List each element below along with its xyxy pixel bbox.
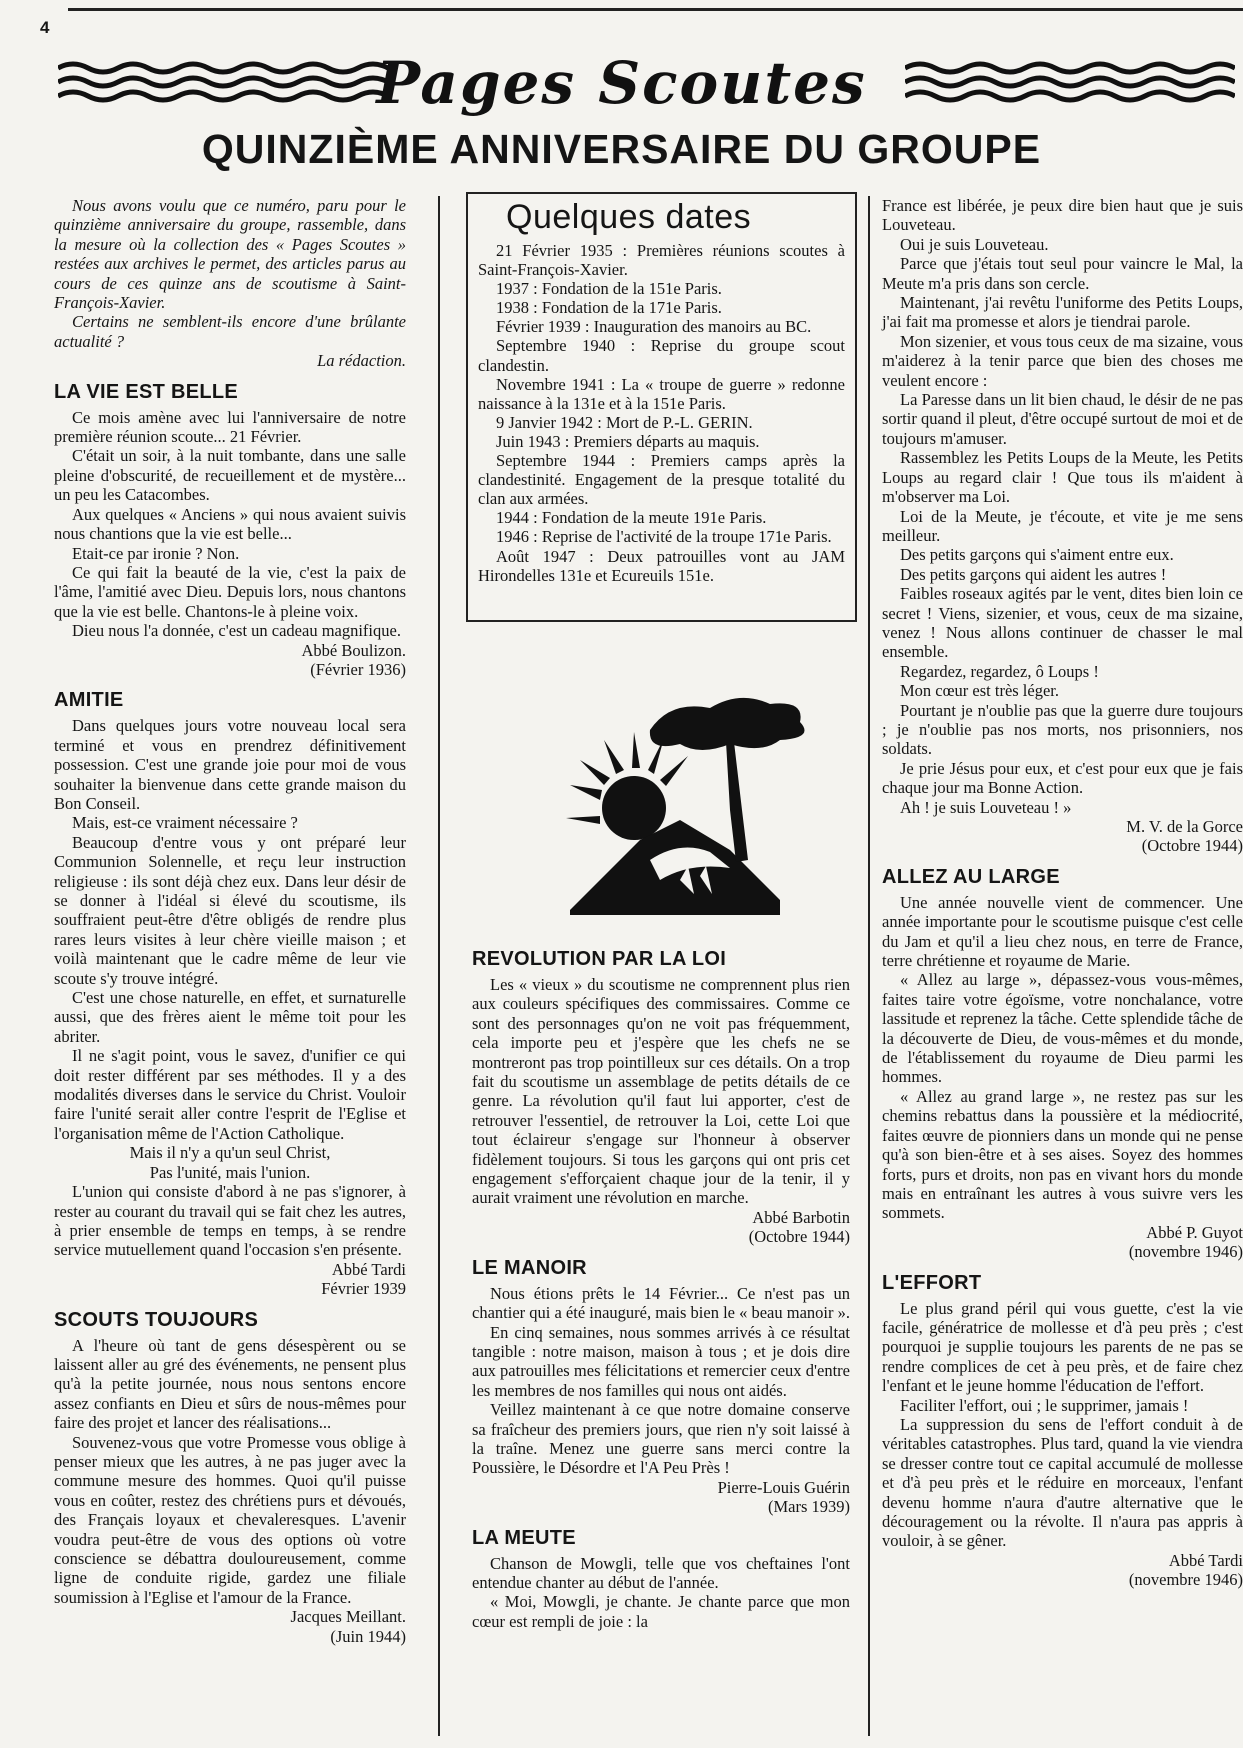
masthead — [0, 48, 1243, 118]
dates-box — [466, 192, 857, 622]
article-title-manoir: LE MANOIR — [472, 1256, 587, 1279]
paragraph: Faibles roseaux agités par le vent, dites bien loin ce secret ! Viens, sizenier, et vous, ceux de ma sizaine, venez ! Nous allons continuer de chasser le mal ensemble. — [882, 584, 1243, 662]
paragraph: Chanson de Mowgli, telle que vos cheftaines l'ont entendue chanter au début de l'année. — [472, 1553, 850, 1592]
date: (Juin 1944) — [330, 1626, 406, 1646]
intro-signature: La rédaction. — [317, 351, 406, 371]
date-entry: 1938 : Fondation de la 171e Paris. — [496, 298, 722, 318]
paragraph: La suppression du sens de l'effort conduit à de véritables catastrophes. Plus tard, quand la vie viendra se dresser contre tout ce capital accumulé de mollesse et d'à peu près et le réduire en morceaux, l'enfant devenu homme n'aura d'autre alternative que le découragement ou la révolte. Il n'aura pas appris à vouloir, à se gêner. — [882, 1414, 1243, 1551]
author: Pierre-Louis Guérin — [717, 1477, 850, 1497]
date: (novembre 1946) — [1128, 1242, 1243, 1262]
paragraph: Mais, est-ce vraiment nécessaire ? — [72, 813, 298, 833]
author: Abbé P. Guyot — [1146, 1222, 1243, 1242]
verse-line: Pas l'unité, mais l'union. — [149, 1162, 311, 1182]
paragraph: A l'heure où tant de gens désespèrent ou se laissent aller au gré des événements, ne pensent plus qu'à la petite journée, nous nous sentons encore assez confiants en Dieu et sûrs de nous-mêmes pour faire des projet et lancer des réalisations... — [54, 1335, 406, 1433]
paragraph: Les « vieux » du scoutisme ne comprennent plus rien aux couleurs spécifiques des commissaires. Comme ce sont des personnages qu'on ne voit pas fréquemment, cela importe peu et j'espère que les chefs ne se montreront pas trop pointilleux sur ces détails. On a trop fait du scoutisme un assemblage de petits détails de ce genre. La révolution qu'il faut lui apporter, c'est de retrouver l'essentiel, de retrouver la Loi, cette Loi que tout éclaireur s'engage sur l'honneur à observer fidèlement toujours. Si tous les garçons qui ont pris cet engagement s'efforçaient chaque jour de la tenir, il y aurait vraiment une révolution en marche. — [472, 975, 850, 1208]
sun-tree-illustration — [530, 690, 820, 920]
paragraph: Le plus grand péril qui vous guette, c'est la vie facile, génératrice de mollesse et d'à peu près ; c'est pourquoi je supplie toujours les parents de ne pas se rendre complices de cet à peu près, et de faire chez l'enfant et le jeune homme l'éducation de l'effort. — [882, 1298, 1243, 1396]
article-title-effort: L'EFFORT — [882, 1271, 982, 1294]
date: (Octobre 1944) — [1141, 836, 1243, 856]
author: Abbé Tardi — [1168, 1550, 1243, 1570]
paragraph: Etait-ce par ironie ? Non. — [72, 543, 240, 563]
paragraph: C'était un soir, à la nuit tombante, dans une salle pleine d'obscurité, de recueillement et de mystère... un peu les Catacombes. — [54, 446, 406, 505]
paragraph: Faciliter l'effort, oui ; le supprimer, jamais ! — [900, 1395, 1189, 1415]
date: (novembre 1946) — [1128, 1570, 1243, 1590]
article-title-meute: LA MEUTE — [472, 1526, 576, 1549]
paragraph: Il ne s'agit point, vous le savez, d'unifier ce qui doit rester différent par ses méthodes. Il y a des modalités diverses dans le service du Christ. Vouloir faire l'unité serait aller contre l'esprit de l'Eglise et l'organisation même de l'Action Catholique. — [54, 1046, 406, 1143]
date-entry: Février 1939 : Inauguration des manoirs au BC. — [496, 317, 812, 337]
paragraph: Beaucoup d'entre vous y ont préparé leur Communion Solennelle, et reçu leur instruction religieuse : ils sont déjà chez eux. Dans leur désir de se donner à l'idéal si élevé du scoutisme, ils souffraient peut-être d'être obligés de rendre plus rares leurs visites à leur chère vieille maison ; et voilà maintenant que le cadre même de leur vie scoute s'y trouve intégré. — [54, 832, 406, 988]
author: M. V. de la Gorce — [1126, 817, 1243, 836]
column-middle — [472, 938, 850, 1631]
author: Abbé Boulizon. — [301, 640, 406, 660]
date: (Mars 1939) — [767, 1497, 850, 1517]
dates-list — [478, 241, 845, 585]
date-entry: 1944 : Fondation de la meute 191e Paris. — [496, 508, 767, 528]
verse-line: Mais il n'y a qu'un seul Christ, — [129, 1143, 331, 1163]
paragraph: La Paresse dans un lit bien chaud, le désir de ne pas sortir quand il pleut, d'être occupé surtout de moi et de toujours m'amuser. — [882, 390, 1243, 448]
dates-box-title: Quelques dates — [506, 198, 752, 236]
article-title-amitie: AMITIE — [54, 689, 124, 712]
paragraph: Ce mois amène avec lui l'anniversaire de notre première réunion scoute... 21 Février. — [54, 407, 406, 447]
article-title-scouts-toujours: SCOUTS TOUJOURS — [54, 1308, 259, 1331]
paragraph: Rassemblez les Petits Loups de la Meute, les Petits Loups au regard clair ! Que tous ils m'aident à m'observer ma Loi. — [882, 448, 1243, 507]
intro-note — [54, 196, 406, 371]
column-rule-left — [438, 196, 440, 1736]
paragraph: Veillez maintenant à ce que notre domaine conserve sa fraîcheur des premiers jours, que rien n'y soit laissé à la traîne. Menez une guerre sans merci contre la Poussière, le Désordre et l'A Peu Près ! — [472, 1400, 850, 1478]
author: Abbé Barbotin — [752, 1207, 850, 1227]
date-entry: 21 Février 1935 : Premières réunions scoutes à Saint-François-Xavier. — [478, 241, 845, 280]
article-title-large: ALLEZ AU LARGE — [882, 865, 1060, 888]
paragraph: Pourtant je n'oublie pas que la guerre dure toujours ; je n'oublie pas nos morts, nos prisonniers, nos soldats. — [882, 700, 1243, 759]
intro-question: Certains ne semblent-ils encore d'une brûlante actualité ? — [54, 312, 406, 351]
paragraph: En cinq semaines, nous sommes arrivés à ce résultat tangible : notre maison, maison à tous ; et je dois dire aux patrouilles mes félicitations et remercier ceux d'entre les membres de nos familles qui nous ont aidés. — [472, 1322, 850, 1400]
author: Jacques Meillant. — [290, 1607, 406, 1627]
paragraph: Nous étions prêts le 14 Février... Ce n'est pas un chantier qui a été inauguré, mais bien le « beau manoir ». — [472, 1283, 850, 1323]
paragraph: Des petits garçons qui s'aiment entre eux. — [900, 545, 1174, 565]
intro-text: Nous avons voulu que ce numéro, paru pour le quinzième anniversaire du groupe, rassemble, dans la mesure où la collection des « Pages Scoutes » restées aux archives le permet, des articles parus au cours de ces quinze ans de scoutisme à Saint-François-Xavier. — [54, 196, 406, 313]
column-rule-right — [868, 196, 870, 1736]
paragraph: L'union qui consiste d'abord à ne pas s'ignorer, à rester au courant du travail qui se fait chez les autres, à prier ensemble de temps en temps, à se rendre service mutuellement quand l'occasion s'en présente. — [54, 1182, 406, 1260]
paragraph: Dieu nous l'a donnée, c'est un cadeau magnifique. — [72, 621, 401, 641]
article-title-revolution: REVOLUTION PAR LA LOI — [472, 948, 727, 970]
paragraph: Regardez, regardez, ô Loups ! — [900, 661, 1099, 681]
date-entry: 1937 : Fondation de la 151e Paris. — [496, 279, 722, 299]
article-title-vie-belle: LA VIE EST BELLE — [54, 380, 239, 403]
paragraph: Loi de la Meute, je t'écoute, et vite je me sens meilleur. — [882, 506, 1243, 545]
date-entry: Août 1947 : Deux patrouilles vont au JAM Hirondelles 131e et Ecureuils 151e. — [478, 546, 845, 585]
column-left — [54, 196, 406, 1646]
paragraph: C'est une chose naturelle, en effet, et surnaturelle aussi, que des frères aient le même toit pour les abriter. — [54, 988, 406, 1046]
paragraph: Des petits garçons qui aident les autres ! — [900, 564, 1167, 584]
paragraph: Maintenant, j'ai revêtu l'uniforme des Petits Loups, j'ai fait ma promesse et alors je tiendrai parole. — [882, 293, 1243, 332]
page-headline: QUINZIÈME ANNIVERSAIRE DU GROUPE — [201, 126, 1042, 172]
paragraph: Mon sizenier, et vous tous ceux de ma sizaine, vous m'aiderez à la tenir parce que bien des choses me veulent encore : — [882, 331, 1243, 390]
date-entry: Septembre 1940 : Reprise du groupe scout clandestin. — [478, 336, 845, 375]
paragraph: « Moi, Mowgli, je chante. Je chante parce que mon cœur est rempli de joie : la — [472, 1592, 850, 1631]
paragraph: Ce qui fait la beauté de la vie, c'est la paix de l'âme, l'amitié avec Dieu. Depuis lors, nous chantons que la vie est belle. Chantons-le à pleine voix. — [54, 562, 406, 621]
paragraph: Oui je suis Louveteau. — [900, 234, 1049, 254]
page-number: 4 — [40, 18, 50, 37]
paragraph: Aux quelques « Anciens » qui nous avaient suivis nous chantions que la vie est belle... — [54, 504, 406, 544]
author: Abbé Tardi — [331, 1259, 406, 1279]
paragraph: Mon cœur est très léger. — [900, 681, 1059, 701]
top-rule — [68, 8, 1243, 11]
date: Février 1939 — [321, 1279, 406, 1299]
paragraph: Dans quelques jours votre nouveau local sera terminé et vous en prendrez définitivement possession. C'est une grande joie pour moi de vous souhaiter la bienvenue dans cette grande maison du Bon Conseil. — [54, 716, 406, 813]
date-entry: 9 Janvier 1942 : Mort de P.-L. GERIN. — [496, 412, 753, 432]
date-entry: Novembre 1941 : La « troupe de guerre » redonne naissance à la 131e et à la 151e Paris. — [478, 374, 845, 413]
paragraph: France est libérée, je peux dire bien haut que je suis Louveteau. — [882, 196, 1243, 235]
paragraph: « Allez au large », dépassez-vous vous-mêmes, faites taire votre égoïsme, votre nonchalance, votre lassitude et reprenez la tâche. Cette splendide tâche de la découverte de Dieu, de vous-mêmes et du monde, de l'établissement du royaume de Dieu parmi les hommes. — [882, 970, 1243, 1087]
paragraph: Ah ! je suis Louveteau ! » — [900, 797, 1072, 817]
date: (Février 1936) — [310, 659, 406, 679]
paragraph: Une année nouvelle vient de commencer. Une année importante pour le scoutisme puisque c'est celle du Jam et qu'il a lieu chez nous, en terre de France, terre chrétienne et royaume de Marie. — [882, 892, 1243, 971]
paragraph: « Allez au grand large », ne restez pas sur les chemins rebattus dans la poussière et la médiocrité, faites œuvre de pionniers dans un monde qui ne pense qu'à son bien-être et à ses aises. Soyez des hommes forts, purs et droits, non pas en vivant hors du monde mais en entraînant les autres à vous suivre vers les sommets. — [882, 1086, 1243, 1223]
date-entry: Septembre 1944 : Premiers camps après la clandestinité. Engagement de la presque totalité du clan aux armées. — [478, 451, 845, 509]
paragraph: Souvenez-vous que votre Promesse vous oblige à penser mieux que les autres, à ne pas juger avec la commune mesure des hommes. Quoi qu'il puisse vous en coûter, restez des chrétiens purs et dévoués, des Français loyaux et chevaleresques. L'avenir voudra peut-être de vous des options où votre conscience se débattra douloureusement, comme ligne de conduite rigide, gardez une filiale soumission à l'Eglise et l'amour de la France. — [54, 1432, 406, 1607]
date: (Octobre 1944) — [748, 1227, 850, 1247]
date-entry: 1946 : Reprise de l'activité de la troupe 171e Paris. — [496, 527, 832, 547]
paragraph: Je prie Jésus pour eux, et c'est pour eux que je fais chaque jour ma Bonne Action. — [882, 758, 1243, 798]
paragraph: Parce que j'étais tout seul pour vaincre le Mal, la Meute m'a pris dans son cercle. — [882, 254, 1243, 293]
column-right — [882, 196, 1243, 1590]
date-entry: Juin 1943 : Premiers départs au maquis. — [496, 431, 760, 451]
masthead-title: Pages Scoutes — [376, 49, 867, 117]
